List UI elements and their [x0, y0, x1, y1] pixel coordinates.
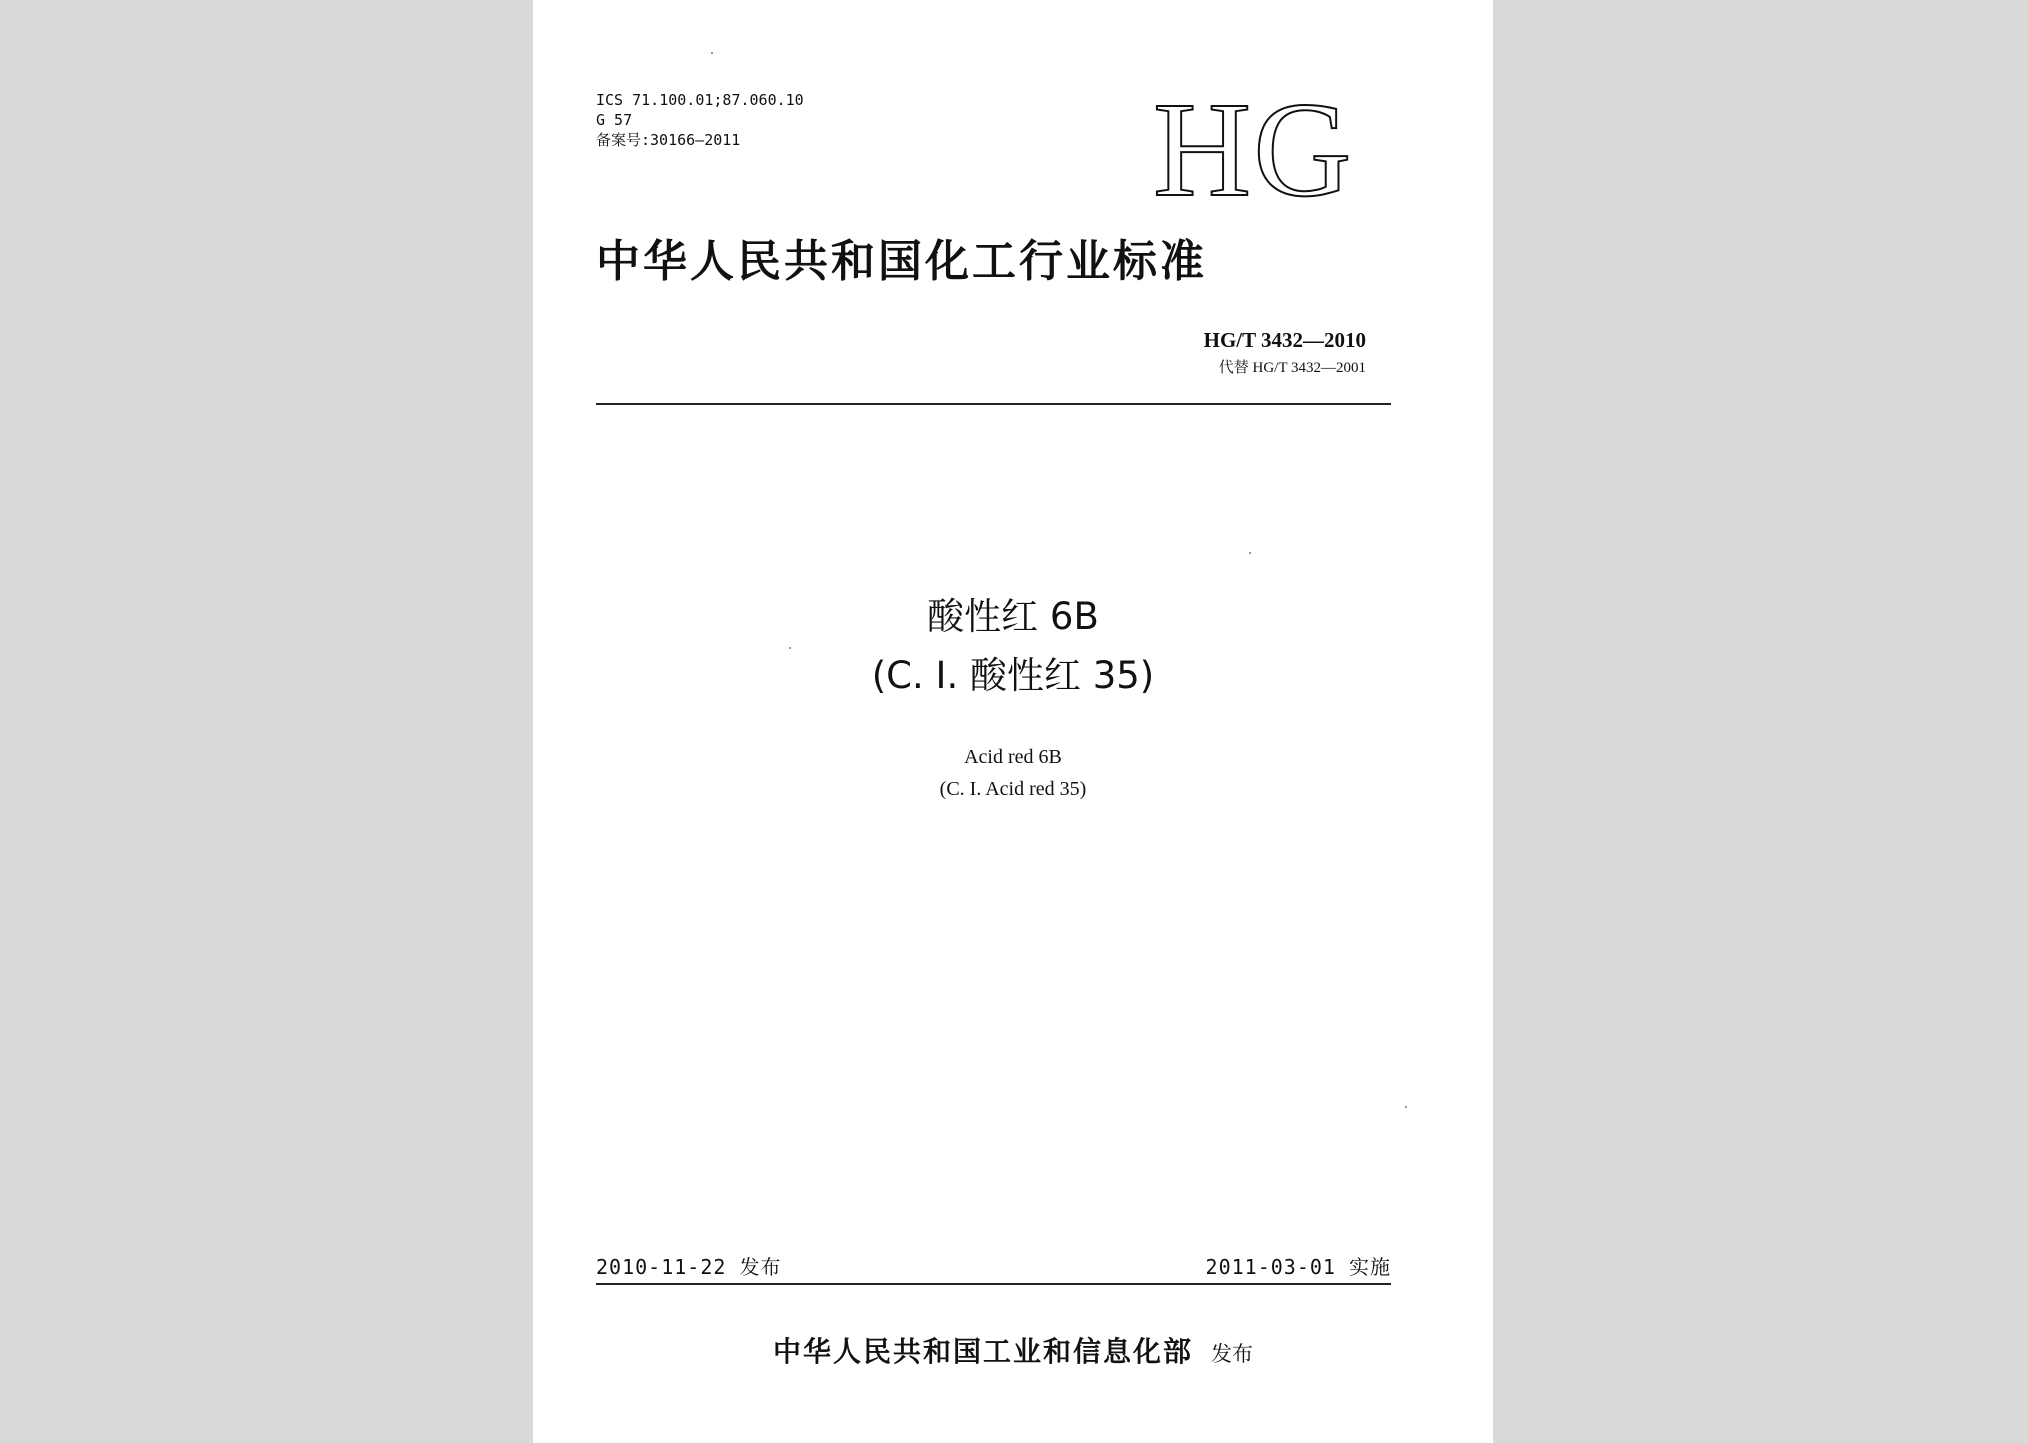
document-page: [533, 0, 1493, 1443]
title-en-main: Acid red 6B: [964, 746, 1062, 768]
scan-speck: [789, 647, 791, 649]
title-zh-main: 酸性红 6B: [927, 595, 1099, 638]
scan-speck: [711, 52, 713, 54]
publisher-org: 中华人民共和国工业和信息化部: [772, 1335, 1193, 1368]
ccs-code: G 57: [596, 111, 633, 129]
title-en-sub: (C. I. Acid red 35): [939, 778, 1087, 800]
issue-date: 2010-11-22 发布: [596, 1255, 782, 1279]
header-divider: [596, 403, 1391, 405]
ics-code: ICS 71.100.01;87.060.10: [596, 91, 804, 109]
implementation-date: 2011-03-01 实施: [1205, 1255, 1391, 1279]
hg-logo: HG: [1153, 75, 1354, 225]
standard-category-title: 中华人民共和国化工行业标准: [596, 236, 1207, 287]
classification-block: [596, 90, 804, 150]
standard-number: HG/T 3432—2010: [1203, 328, 1366, 352]
title-zh-sub: (C. I. 酸性红 35): [871, 654, 1155, 697]
publisher-line: [533, 1334, 1493, 1372]
publisher-action: 发布: [1211, 1342, 1253, 1366]
scan-speck: [1405, 1106, 1407, 1108]
scan-speck: [1249, 552, 1251, 554]
footer-divider: [596, 1283, 1391, 1285]
replaces-standard: 代替 HG/T 3432—2001: [1218, 360, 1366, 376]
filing-number: 备案号:30166—2011: [596, 131, 741, 149]
